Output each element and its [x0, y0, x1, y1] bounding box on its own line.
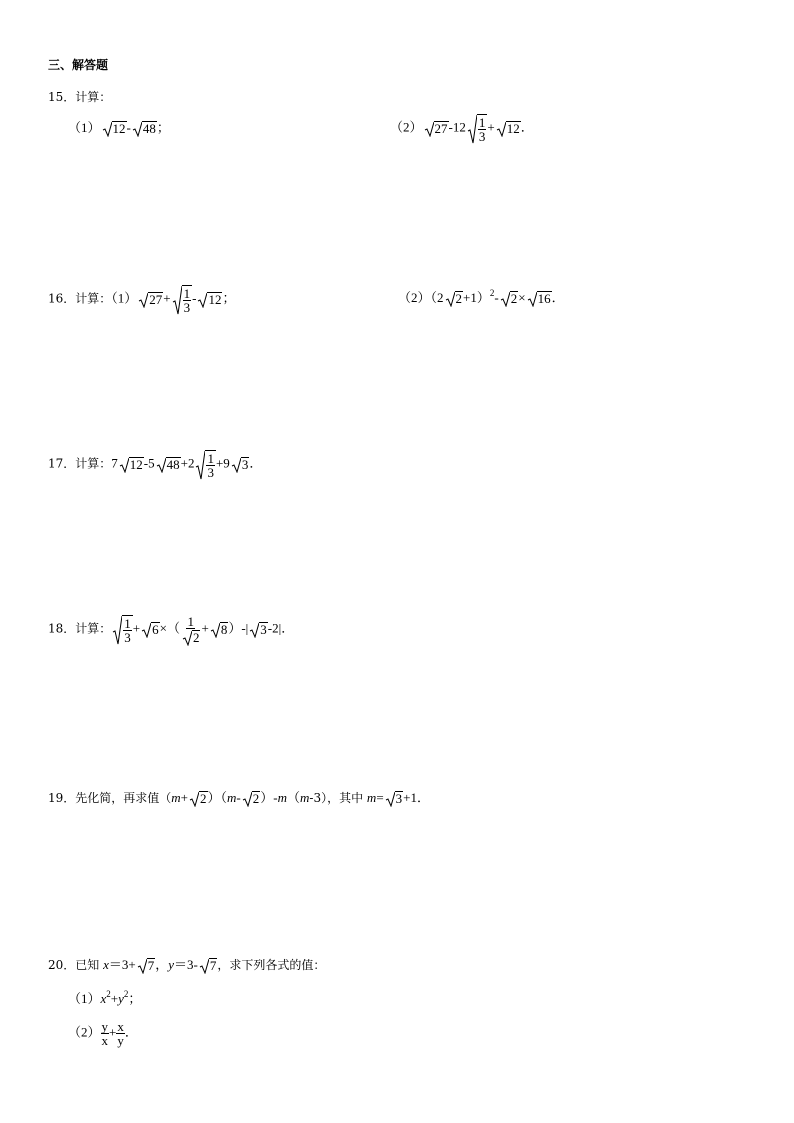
q15-part2: （2） 27-12 $\frac{1}{3}$ + 12． — [390, 115, 534, 144]
fraction-y-over-x: $\frac{y}{x}$ — [101, 1019, 109, 1048]
sqrt-one-third: $\frac{1}{3}$ — [112, 615, 133, 644]
sqrt-12: 12 — [102, 121, 127, 137]
fraction-x-over-y: $\frac{x}{y}$ — [117, 1019, 124, 1048]
sqrt-2b: 2 — [242, 791, 261, 807]
q20-part1: $(1)x^2+y^2$； — [68, 989, 142, 1006]
sqrt-2: 2 — [189, 791, 208, 807]
q20-part2: （2） $\frac{y}{x}$ + $\frac{x}{y}$ ． — [68, 1019, 138, 1048]
q18: 18．计算： $\frac{1}{3}$ + 6×（ $\frac{1}{2}$ + 8）-| 3-2|． — [48, 614, 295, 646]
sqrt-2b: 2 — [500, 291, 519, 307]
sqrt-7b: 7 — [199, 958, 218, 974]
sqrt-27: 27 — [424, 121, 449, 137]
q15-part1: （1） 12- 48； — [68, 120, 170, 137]
sqrt-one-third: $\frac{1}{3}$ — [172, 285, 193, 314]
sqrt-one-third: $\frac{1}{3}$ — [195, 450, 216, 479]
q16-part1: 16．计算：（1） 27+ $\frac{1}{3}$ - 12； — [48, 286, 236, 315]
section-heading: 三、解答题 — [48, 58, 109, 72]
q16-part2: （2）（2 2+1）$^2$- 2× 16． — [398, 288, 565, 307]
sqrt-12b: 12 — [496, 121, 521, 137]
sqrt-27: 27 — [138, 292, 163, 308]
sqrt-one-third: $\frac{1}{3}$ — [467, 114, 488, 143]
q15-label: 15．计算： — [48, 90, 112, 104]
sqrt-8: 8 — [210, 622, 229, 638]
q20-stem: 20．已知 x＝3+ 7，y＝3- 7，求下列各式的值： — [48, 957, 326, 974]
sqrt-2: 2 — [182, 630, 201, 645]
sqrt-12: 12 — [119, 457, 144, 473]
sqrt-3: 3 — [231, 457, 250, 473]
q17: 17．计算：7 12-5 48+2 $\frac{1}{3}$ +9 3． — [48, 451, 263, 480]
sqrt-16: 16 — [527, 291, 552, 307]
sqrt-48: 48 — [156, 457, 181, 473]
sqrt-7: 7 — [137, 958, 156, 974]
sqrt-12: 12 — [197, 292, 222, 308]
q19: 19．先化简，再求值（m+ 2）（m- 2）-m（m-3），其中 m= 3+1． — [48, 790, 430, 807]
sqrt-3: 3 — [249, 622, 268, 638]
sqrt-6: 6 — [141, 622, 160, 638]
sqrt-2: 2 — [445, 291, 464, 307]
sqrt-3: 3 — [385, 791, 404, 807]
fraction-one-over-sqrt2: $\frac{1}{2}$ — [180, 615, 202, 645]
sqrt-48: 48 — [132, 121, 157, 137]
